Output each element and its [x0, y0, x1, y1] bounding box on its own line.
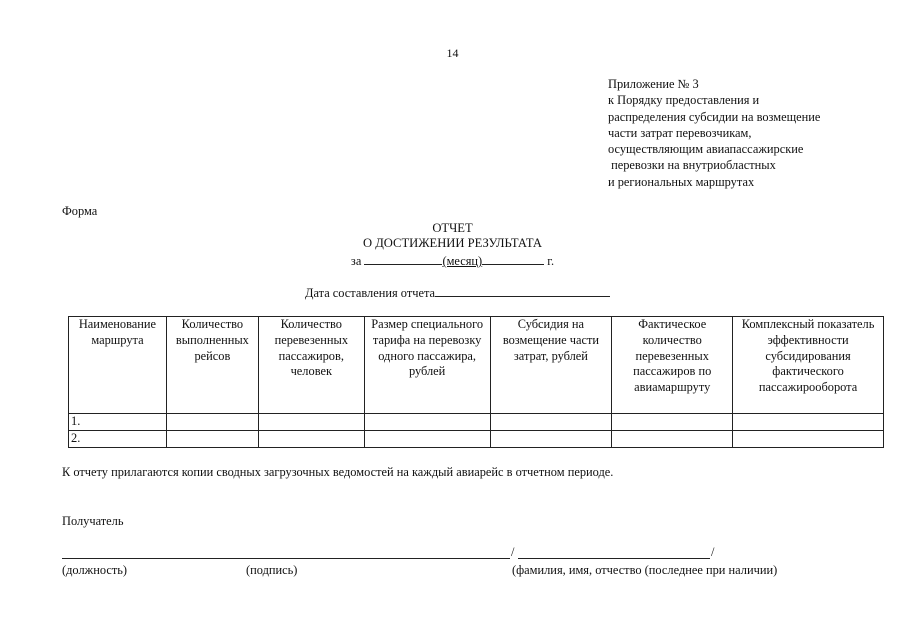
- column-header: Количество перевезенных пассажиров, человек: [258, 317, 364, 414]
- column-header: Комплексный показатель эффективности субсидирования фактического пассажирооборота: [733, 317, 884, 414]
- period-blank-left[interactable]: [364, 253, 442, 265]
- appendix-block: [608, 76, 820, 190]
- column-header: Размер специального тарифа на перевозку одного пассажира, рублей: [364, 317, 490, 414]
- report-subtitle: О ДОСТИЖЕНИИ РЕЗУЛЬТАТА: [362, 236, 543, 250]
- table-cell[interactable]: [612, 414, 733, 431]
- signature-label: (подпись): [246, 563, 298, 577]
- table-cell[interactable]: [490, 414, 612, 431]
- appendix-line: части затрат перевозчикам,: [608, 125, 752, 140]
- column-header: Фактическое количество перевезенных пассажиров по авиамаршруту: [612, 317, 733, 414]
- report-title: ОТЧЕТ: [432, 221, 473, 235]
- table-cell[interactable]: 1.: [69, 414, 167, 431]
- table-row: [69, 430, 884, 447]
- column-header: Количество выполненных рейсов: [166, 317, 258, 414]
- position-signature-line[interactable]: [62, 558, 510, 559]
- appendix-line: осуществляющим авиапассажирские: [608, 142, 804, 157]
- table-cell[interactable]: [258, 414, 364, 431]
- table-cell[interactable]: [166, 430, 258, 447]
- table-header-row: [69, 317, 884, 414]
- recipient-label: Получатель: [62, 514, 124, 528]
- period-month: (месяц): [442, 254, 483, 268]
- period-prefix: за: [350, 254, 362, 268]
- table-row: [69, 414, 884, 431]
- table-cell[interactable]: [733, 414, 884, 431]
- position-label: (должность): [62, 563, 128, 577]
- attachment-note: К отчету прилагаются копии сводных загрузочных ведомостей на каждый авиарейс в отчетном периоде.: [62, 465, 614, 479]
- date-label: Дата составления отчета: [305, 286, 436, 300]
- column-header: Наименование маршрута: [69, 317, 167, 414]
- table-cell[interactable]: [490, 430, 612, 447]
- appendix-line: распределения субсидии на возмещение: [608, 109, 821, 124]
- table-cell[interactable]: [258, 430, 364, 447]
- table-cell[interactable]: [364, 414, 490, 431]
- column-header: Субсидия на возмещение части затрат, рублей: [490, 317, 612, 414]
- table-cell[interactable]: [364, 430, 490, 447]
- report-period: [0, 253, 905, 269]
- name-signature-line[interactable]: [518, 558, 710, 559]
- table-cell[interactable]: [166, 414, 258, 431]
- form-label: Форма: [62, 204, 98, 218]
- date-field[interactable]: [435, 285, 610, 297]
- signature-slash-left: /: [511, 545, 515, 559]
- period-suffix: г.: [547, 254, 555, 268]
- appendix-line: перевозки на внутриобластных: [608, 158, 776, 173]
- period-blank-right[interactable]: [482, 253, 544, 265]
- appendix-line: Приложение № 3: [608, 77, 699, 91]
- full-name-label: (фамилия, имя, отчество (последнее при наличии): [512, 563, 778, 577]
- table-cell[interactable]: [612, 430, 733, 447]
- appendix-line: к Порядку предоставления и: [608, 93, 760, 108]
- table-cell[interactable]: 2.: [69, 430, 167, 447]
- table-cell[interactable]: [733, 430, 884, 447]
- signature-slash-right: /: [711, 545, 715, 559]
- report-date: [305, 285, 610, 301]
- page-number: 14: [446, 46, 459, 60]
- report-table: [68, 316, 884, 448]
- appendix-line: и региональных маршрутах: [608, 174, 755, 189]
